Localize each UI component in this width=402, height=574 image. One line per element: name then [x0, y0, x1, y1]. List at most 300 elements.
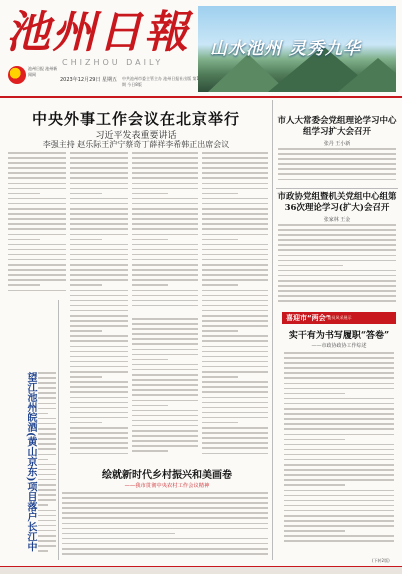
text-line [202, 177, 268, 179]
text-line [202, 244, 268, 246]
text-line [132, 359, 168, 361]
right-story2-title: 市政协党组暨机关党组中心组第36次理论学习(扩大)会召开 [277, 192, 397, 213]
text-line [278, 148, 396, 150]
text-line [70, 223, 128, 225]
text-line [202, 351, 268, 353]
text-line [132, 300, 198, 302]
text-line [8, 228, 66, 230]
text-line [38, 408, 56, 410]
text-line [8, 218, 66, 220]
text-line [132, 450, 168, 452]
text-line [8, 157, 66, 159]
newspaper-title: 池州日報 [6, 7, 190, 58]
text-line [132, 349, 198, 351]
text-line [132, 223, 198, 225]
text-line [278, 285, 396, 287]
text-line [202, 427, 268, 429]
text-line [38, 545, 56, 547]
text-line [202, 376, 238, 378]
middle-body [62, 492, 268, 560]
text-line [8, 249, 66, 251]
text-line [62, 533, 175, 535]
text-line [70, 432, 128, 434]
text-line [202, 305, 268, 307]
text-line [132, 244, 198, 246]
text-line [132, 254, 198, 256]
right-story1-body [278, 148, 396, 188]
text-line [284, 428, 394, 430]
text-line [70, 371, 128, 373]
right-story1-byline: 张丹 王小新 [323, 141, 351, 147]
text-line [62, 502, 268, 504]
text-line [278, 255, 396, 257]
text-line [278, 163, 396, 165]
text-line [38, 504, 48, 506]
text-line [70, 264, 128, 266]
text-line [284, 367, 394, 369]
text-line [8, 290, 66, 292]
text-line [132, 203, 198, 205]
text-line [202, 172, 268, 174]
text-line [132, 167, 198, 169]
text-line [284, 357, 394, 359]
text-line [132, 264, 198, 266]
text-line [132, 354, 198, 356]
text-line [202, 152, 268, 154]
text-line [62, 543, 268, 545]
text-line [278, 260, 396, 262]
text-line [202, 381, 268, 383]
text-line [202, 432, 268, 434]
text-line [132, 445, 198, 447]
text-line [202, 264, 268, 266]
text-line [8, 254, 66, 256]
text-line [284, 454, 394, 456]
text-line [278, 224, 396, 226]
text-line [70, 300, 128, 302]
text-line [278, 179, 396, 181]
text-line [202, 213, 268, 215]
text-line [284, 413, 394, 415]
text-line [202, 162, 268, 164]
text-line [8, 208, 66, 210]
text-line [284, 510, 394, 512]
lead-body-col-1 [8, 152, 66, 296]
text-line [38, 459, 48, 461]
text-line [8, 183, 66, 185]
text-line [132, 440, 198, 442]
text-line [38, 423, 56, 425]
text-line [284, 377, 394, 379]
text-line [70, 361, 128, 363]
text-line [132, 193, 168, 195]
text-line [132, 384, 198, 386]
text-line [38, 438, 56, 440]
lead-deck: 李强主持 赵乐际王沪宁蔡奇丁薛祥李希韩正出席会议 [42, 140, 230, 149]
newspaper-logo-icon [8, 66, 26, 84]
text-line [284, 393, 345, 395]
issue-date [60, 76, 117, 83]
text-line [284, 474, 394, 476]
text-line [132, 364, 198, 366]
right-story3-subtitle: ——市政协政协工作综述 [311, 343, 367, 349]
text-line [202, 193, 238, 195]
text-line [70, 249, 128, 251]
left-body [38, 372, 56, 560]
text-line [278, 300, 396, 302]
text-line [132, 305, 198, 307]
newspaper-english-title: CHIZHOU DAILY [62, 58, 164, 67]
text-line [70, 310, 128, 312]
text-line [284, 434, 394, 436]
text-line [132, 328, 198, 330]
text-line [70, 346, 128, 348]
text-line [38, 392, 56, 394]
text-line [132, 249, 198, 251]
text-line [132, 213, 198, 215]
masthead [0, 0, 402, 100]
text-line [132, 400, 198, 402]
text-line [132, 374, 198, 376]
text-line [202, 259, 268, 261]
text-line [284, 403, 394, 405]
text-line [8, 239, 40, 241]
text-line [284, 388, 394, 390]
text-line [70, 340, 128, 342]
text-line [70, 407, 128, 409]
text-line [70, 305, 128, 307]
text-line [38, 418, 56, 420]
text-line [284, 464, 394, 466]
text-line [70, 330, 102, 332]
lead-body-col-4 [202, 152, 268, 460]
text-line [38, 525, 56, 527]
right-divider-1 [276, 188, 398, 189]
text-line [202, 218, 268, 220]
lead-headline: 中央外事工作会议在北京举行 [31, 110, 240, 128]
text-line [70, 167, 128, 169]
text-line [202, 356, 268, 358]
text-line [202, 198, 268, 200]
text-line [70, 234, 128, 236]
text-line [8, 177, 66, 179]
text-line [284, 484, 345, 486]
text-line [70, 295, 128, 297]
text-line [62, 523, 268, 525]
text-line [278, 249, 396, 251]
text-line [38, 540, 56, 542]
text-line [132, 239, 168, 241]
text-line [278, 229, 396, 231]
text-line [38, 454, 56, 456]
text-line [284, 530, 345, 532]
text-line [278, 234, 396, 236]
text-line [202, 295, 268, 297]
text-line [8, 259, 66, 261]
text-line [284, 352, 394, 354]
text-line [38, 484, 56, 486]
text-line [70, 453, 128, 455]
logo-caption: 池州日报 池州新闻网 [28, 66, 58, 77]
lianghui-banner-title: 喜迎市“两会” [286, 314, 331, 322]
text-line [70, 366, 128, 368]
text-line [38, 403, 56, 405]
text-line [38, 479, 56, 481]
text-line [70, 447, 128, 449]
text-line [132, 269, 198, 271]
text-line [132, 188, 198, 190]
text-line [8, 213, 66, 215]
text-line [132, 435, 198, 437]
text-line [202, 249, 268, 251]
text-line [70, 188, 128, 190]
text-line [8, 203, 66, 205]
text-line [38, 474, 56, 476]
text-line [284, 520, 394, 522]
text-line [132, 405, 168, 407]
text-line [202, 330, 238, 332]
text-line [202, 234, 268, 236]
text-line [202, 279, 268, 281]
text-line [202, 310, 268, 312]
text-line [202, 203, 268, 205]
text-line [278, 270, 396, 272]
text-line [70, 177, 128, 179]
text-line [132, 274, 198, 276]
text-line [70, 335, 128, 337]
text-line [38, 530, 56, 532]
text-line [284, 505, 394, 507]
text-line [70, 162, 128, 164]
text-line [70, 239, 102, 241]
text-line [70, 279, 128, 281]
text-line [132, 323, 198, 325]
text-line [70, 203, 128, 205]
text-line [284, 515, 394, 517]
text-line [202, 340, 268, 342]
text-line [202, 346, 268, 348]
text-line [62, 507, 268, 509]
text-line [202, 274, 268, 276]
page-footer [0, 566, 402, 574]
text-line [8, 269, 66, 271]
text-line [8, 188, 66, 190]
text-line [38, 413, 48, 415]
text-line [38, 489, 56, 491]
text-line [70, 356, 128, 358]
text-line [284, 372, 394, 374]
text-line [284, 408, 394, 410]
text-line [70, 391, 128, 393]
text-line [132, 379, 198, 381]
text-line [132, 333, 198, 335]
text-line [8, 162, 66, 164]
text-line [284, 495, 394, 497]
text-line [62, 553, 268, 555]
text-line [202, 335, 268, 337]
text-line [132, 389, 198, 391]
lead-body-col-2 [70, 152, 128, 460]
text-line [202, 447, 268, 449]
text-line [278, 244, 396, 246]
right-story3-body [284, 352, 394, 548]
text-line [132, 157, 198, 159]
text-line [132, 177, 198, 179]
text-line [284, 449, 394, 451]
text-line [8, 234, 66, 236]
text-line [278, 173, 396, 175]
text-line [70, 427, 128, 429]
text-line [202, 402, 268, 404]
text-line [278, 153, 396, 155]
text-line [132, 208, 198, 210]
text-line [38, 397, 56, 399]
text-line [132, 218, 198, 220]
text-line [202, 284, 238, 286]
text-line [284, 362, 394, 364]
text-line [202, 366, 268, 368]
text-line [202, 320, 268, 322]
right-story2-byline: 张家林 王金 [323, 217, 351, 223]
text-line [8, 279, 66, 281]
text-line [284, 444, 394, 446]
text-line [132, 183, 198, 185]
text-line [202, 371, 268, 373]
text-line [202, 269, 268, 271]
text-line [132, 425, 198, 427]
text-line [38, 377, 56, 379]
right-story1-title: 市人大常委会党组理论学习中心组学习扩大会召开 [277, 116, 397, 137]
text-line [70, 183, 128, 185]
text-line [70, 315, 128, 317]
text-line [202, 386, 268, 388]
text-line [202, 208, 268, 210]
text-line [62, 492, 268, 494]
text-line [202, 167, 268, 169]
text-line [8, 193, 40, 195]
text-line [278, 239, 396, 241]
text-line [202, 442, 268, 444]
text-line [38, 494, 56, 496]
text-line [284, 439, 345, 441]
text-line [70, 228, 128, 230]
text-line [70, 290, 128, 292]
text-line [8, 274, 66, 276]
text-line [284, 418, 394, 420]
mid-body-col-1 [132, 318, 198, 460]
text-line [284, 398, 394, 400]
lead-subhead: 习近平发表重要讲话 [95, 131, 177, 141]
text-line [284, 535, 394, 537]
text-line [132, 198, 198, 200]
text-line [70, 284, 102, 286]
text-line [70, 213, 128, 215]
middle-deck: ——我市贯彻中央农村工作会议精神 [124, 483, 210, 489]
footer-rule [0, 566, 402, 567]
text-line [38, 428, 56, 430]
middle-headline: 绘就新时代乡村振兴和美画卷 [102, 470, 232, 481]
text-line [284, 500, 394, 502]
text-line [202, 412, 268, 414]
text-line [202, 453, 268, 455]
text-line [132, 290, 198, 292]
text-line [132, 430, 198, 432]
text-line [38, 520, 56, 522]
text-line [70, 269, 128, 271]
text-line [132, 259, 198, 261]
text-line [8, 264, 66, 266]
column-divider-left [58, 300, 59, 560]
text-line [8, 167, 66, 169]
text-line [70, 244, 128, 246]
lead-body-col-3 [132, 152, 198, 312]
text-line [70, 198, 128, 200]
text-line [70, 152, 128, 154]
text-line [284, 423, 394, 425]
text-line [38, 382, 56, 384]
text-line [62, 512, 268, 514]
text-line [70, 417, 128, 419]
lianghui-banner-sub: · 委员风采展示 [325, 315, 352, 320]
text-line [8, 284, 40, 286]
text-line [132, 295, 198, 297]
text-line [62, 517, 268, 519]
text-line [132, 284, 168, 286]
text-line [278, 265, 343, 267]
text-line [132, 172, 198, 174]
text-line [38, 464, 56, 466]
text-line [70, 397, 128, 399]
text-line [70, 218, 128, 220]
text-line [8, 244, 66, 246]
text-line [284, 490, 394, 492]
text-line [132, 318, 198, 320]
text-line [202, 239, 238, 241]
text-line [8, 172, 66, 174]
text-line [70, 274, 128, 276]
text-line [284, 383, 394, 385]
text-line [38, 550, 48, 552]
text-line [202, 223, 268, 225]
text-line [132, 234, 198, 236]
text-line [38, 535, 56, 537]
continued-note: (下转2版) [372, 558, 390, 563]
text-line [202, 183, 268, 185]
text-line [278, 295, 396, 297]
text-line [70, 172, 128, 174]
text-line [132, 420, 198, 422]
text-line [132, 410, 198, 412]
text-line [202, 407, 268, 409]
text-line [278, 158, 396, 160]
text-line [38, 448, 56, 450]
right-story2-body [278, 224, 396, 306]
text-line [70, 259, 128, 261]
text-line [202, 315, 268, 317]
text-line [202, 325, 268, 327]
text-line [38, 387, 56, 389]
right-story3-title: 实干有为书写履职“答卷” [288, 331, 390, 341]
text-line [70, 320, 128, 322]
text-line [70, 157, 128, 159]
masthead-rule [0, 96, 402, 98]
text-line [202, 422, 238, 424]
text-line [284, 469, 394, 471]
text-line [202, 417, 268, 419]
text-line [132, 415, 198, 417]
text-line [8, 152, 66, 154]
text-line [38, 372, 56, 374]
